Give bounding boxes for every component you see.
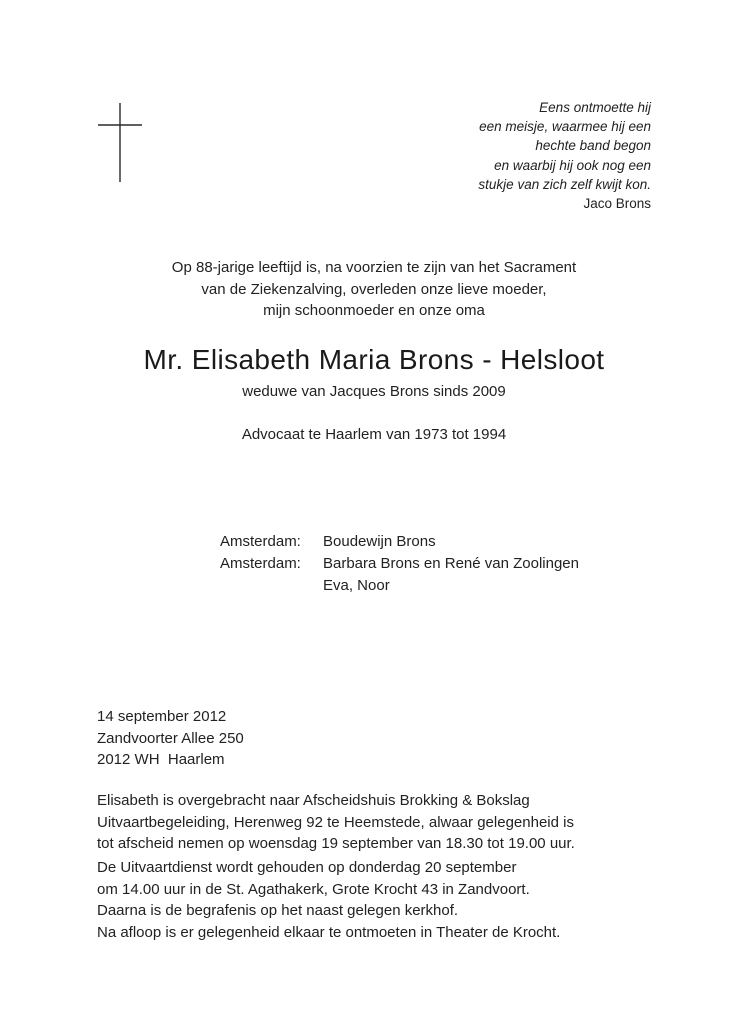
poem-line: stukje van zich zelf kwijt kon. bbox=[478, 176, 651, 192]
family-place: Amsterdam: bbox=[220, 533, 301, 550]
deceased-name: Mr. Elisabeth Maria Brons - Helsloot bbox=[143, 344, 605, 375]
family-place: Amsterdam: bbox=[220, 555, 301, 572]
paragraph-line: De Uitvaartdienst wordt gehouden op donderdag 20 september bbox=[97, 859, 517, 876]
paragraph-line: Elisabeth is overgebracht naar Afscheidshuis Brokking & Bokslag bbox=[97, 792, 530, 809]
family-row bbox=[220, 531, 579, 553]
cross-icon bbox=[96, 103, 144, 183]
address-city: 2012 WH Haarlem bbox=[97, 751, 225, 768]
intro-line: mijn schoonmoeder en onze oma bbox=[263, 302, 485, 319]
widow-line: weduwe van Jacques Brons sinds 2009 bbox=[242, 383, 506, 400]
poem-line: een meisje, waarmee hij een bbox=[479, 119, 651, 135]
service-paragraph bbox=[97, 857, 657, 943]
family-list bbox=[220, 531, 579, 597]
paragraph-line: Daarna is de begrafenis op het naast gelegen kerkhof. bbox=[97, 902, 459, 919]
poem-line: Eens ontmoette hij bbox=[539, 100, 651, 115]
notice-date: 14 september 2012 bbox=[97, 708, 227, 725]
visitation-paragraph bbox=[97, 790, 657, 855]
profession-line: Advocaat te Haarlem van 1973 tot 1994 bbox=[241, 426, 507, 443]
poem-line: hechte band begon bbox=[535, 138, 651, 154]
paragraph-line: Na afloop is er gelegenheid elkaar te ontmoeten in Theater de Krocht. bbox=[97, 923, 561, 941]
address-block bbox=[97, 706, 244, 771]
poem-line: en waarbij hij ook nog een bbox=[494, 157, 651, 173]
family-members: Eva, Noor bbox=[323, 577, 390, 594]
family-members: Barbara Brons en René van Zoolingen bbox=[323, 555, 579, 572]
family-members: Boudewijn Brons bbox=[323, 533, 436, 550]
poem bbox=[478, 98, 651, 213]
intro-line: Op 88-jarige leeftijd is, na voorzien te zijn van het Sacrament bbox=[171, 259, 577, 276]
paragraph-line: Uitvaartbegeleiding, Herenweg 92 te Heemstede, alwaar gelegenheid is bbox=[97, 813, 574, 831]
poem-author: Jaco Brons bbox=[583, 196, 651, 212]
paragraph-line: tot afscheid nemen op woensdag 19 september van 18.30 tot 19.00 uur. bbox=[97, 835, 575, 852]
intro-line: van de Ziekenzalving, overleden onze lieve moeder, bbox=[201, 280, 547, 298]
family-row bbox=[220, 553, 579, 575]
family-place bbox=[220, 575, 323, 597]
paragraph-line: om 14.00 uur in de St. Agathakerk, Grote Krocht 43 in Zandvoort. bbox=[97, 880, 530, 898]
intro-text bbox=[0, 257, 748, 322]
address-street: Zandvoorter Allee 250 bbox=[97, 729, 244, 747]
family-row bbox=[220, 575, 579, 597]
